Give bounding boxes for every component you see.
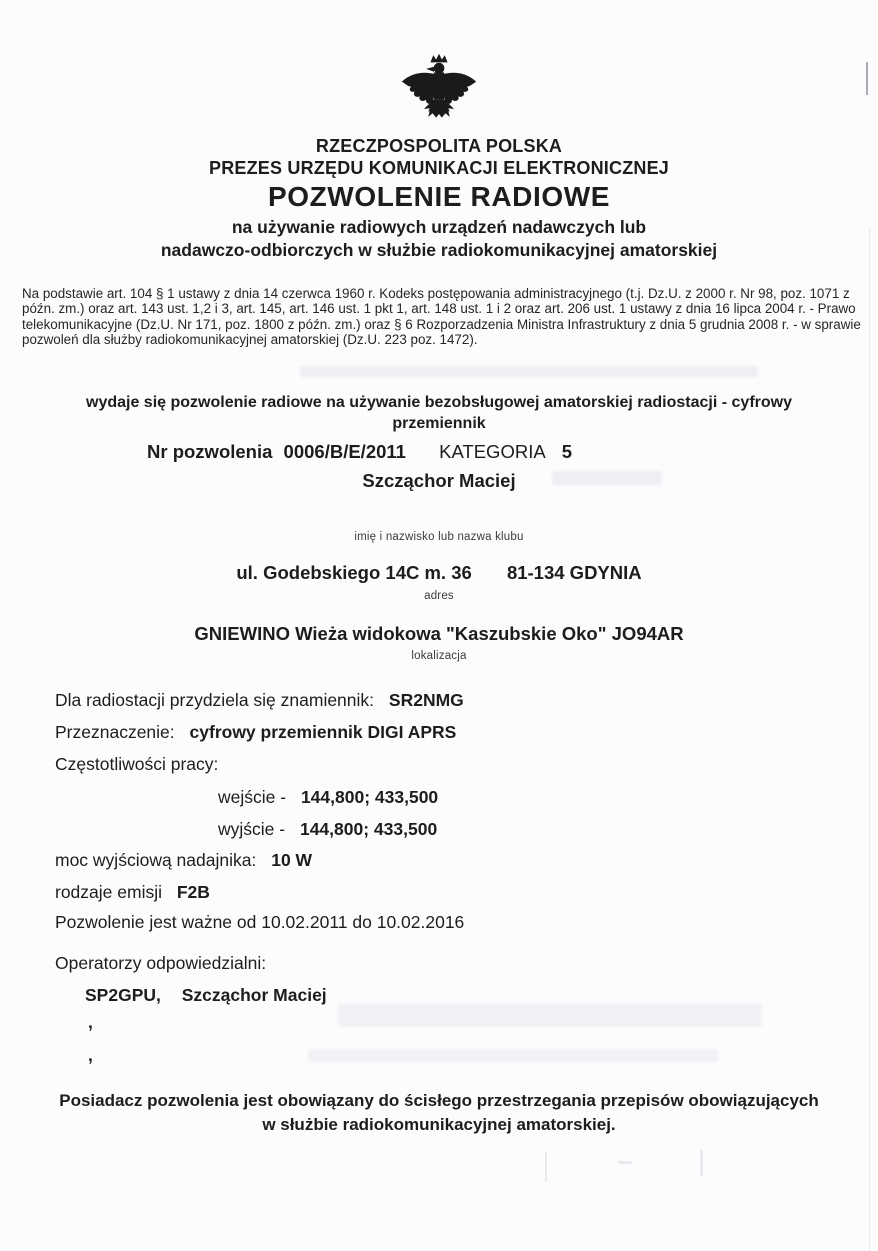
grant-statement-wrap <box>0 392 878 434</box>
purpose-label: Przeznaczenie: <box>55 722 175 742</box>
station-location-caption: lokalizacja <box>411 650 467 662</box>
header-authority: PREZES URZĘDU KOMUNIKACJI ELEKTRONICZNEJ <box>208 158 670 178</box>
callsign-label: Dla radiostacji przydziela się znamiennik: <box>55 690 375 710</box>
operator-empty-row: , <box>88 1045 93 1065</box>
footer-obligation-wrap <box>0 1089 878 1137</box>
scan-smudge <box>545 1152 547 1182</box>
frequency-output-label: wyjście - <box>218 819 286 839</box>
operators-label: Operatorzy odpowiedzialni: <box>55 953 267 973</box>
scan-smudge <box>618 1161 632 1164</box>
operator-primary-row <box>85 985 327 1006</box>
callsign-value: SR2NMG <box>388 690 464 710</box>
holder-address-city: 81-134 GDYNIA <box>506 562 642 583</box>
polish-eagle-emblem-icon <box>396 53 482 137</box>
holder-address-caption: adres <box>424 590 454 602</box>
emission-value: F2B <box>176 882 210 902</box>
scan-smudge <box>700 1150 703 1176</box>
validity-row: Pozwolenie jest ważne od 10.02.2011 do 10.02.2016 <box>55 912 465 932</box>
operator-empty-row: , <box>88 1012 93 1032</box>
purpose-value: cyfrowy przemiennik DIGI APRS <box>189 722 457 742</box>
header-country: RZECZPOSPOLITA POLSKA <box>315 136 563 156</box>
holder-name-caption: imię i nazwisko lub nazwa klubu <box>354 531 524 543</box>
station-location: GNIEWINO Wieża widokowa "Kaszubskie Oko" JO94AR <box>194 623 684 644</box>
category-label: KATEGORIA <box>439 441 545 462</box>
grant-statement: wydaje się pozwolenie radiowe na używanie bezobsługowej amatorskiej radiostacji - cyfrowy przemiennik <box>86 394 792 432</box>
purpose-row <box>55 722 456 743</box>
frequency-input-value: 144,800; 433,500 <box>300 787 439 807</box>
emission-row <box>55 882 210 903</box>
footer-obligation: Posiadacz pozwolenia jest obowiązany do ścisłego przestrzegania przepisów obowiązujących w służbie radiokomunikacyjnej amatorskiej. <box>59 1091 819 1134</box>
scan-edge-tick <box>866 62 868 95</box>
operator-primary-callsign: SP2GPU, <box>85 985 161 1005</box>
document-subtitle-line2: nadawczo-odbiorczych w służbie radiokomunikacyjnej amatorskiej <box>160 240 718 260</box>
license-number-label: Nr pozwolenia <box>147 441 273 462</box>
legal-basis-paragraph: Na podstawie art. 104 § 1 ustawy z dnia 14 czerwca 1960 r. Kodeks postępowania administracyjnego (t.j. Dz.U. z 2000 r. Nr 98, poz. 1071 z późn. zm.) oraz art. 143 ust. 1,2 i 3, art. 145, art. 146 ust. 1 pkt 1, art. 148 ust. 1 i 2 oraz art. 206 ust. 1 ustawy z dnia 16 lipca 2004 r. - Prawo telekomunikacyjne (Dz.U. Nr 171, poz. 1800 z późn. zm.) oraz § 6 Rozporzadzenia Ministra Infrastruktury z dnia 5 grudnia 2008 r. - w sprawie pozwoleń dla służby radiokomunikacyjnej amatorskiej (Dz.U. 223 poz. 1472). <box>22 286 861 347</box>
holder-address-line <box>0 562 878 584</box>
category-value: 5 <box>561 441 573 462</box>
document-subtitle-line1: na używanie radiowych urządzeń nadawczych lub <box>231 217 647 237</box>
redaction-ghost-operators <box>338 1004 762 1027</box>
license-number-value: 0006/B/E/2011 <box>283 441 406 462</box>
power-row <box>55 850 312 871</box>
document-title: POZWOLENIE RADIOWE <box>267 181 611 212</box>
redaction-ghost-name <box>552 471 662 485</box>
frequency-input-row <box>218 787 438 808</box>
emission-label: rodzaje emisji <box>55 882 162 902</box>
frequency-output-value: 144,800; 433,500 <box>299 819 438 839</box>
power-value: 10 W <box>271 850 313 870</box>
frequencies-row <box>55 754 218 775</box>
operator-primary-name: Szcząchor Maciej <box>181 985 327 1005</box>
power-label: moc wyjściową nadajnika: <box>55 850 257 870</box>
redaction-ghost-operators <box>308 1049 718 1062</box>
scan-edge-line <box>869 228 870 1251</box>
frequencies-label: Częstotliwości pracy: <box>55 754 219 774</box>
frequency-input-label: wejście - <box>218 787 287 807</box>
redaction-ghost-bar <box>300 366 758 377</box>
frequency-output-row <box>218 819 437 840</box>
holder-name: Szcząchor Maciej <box>362 470 516 491</box>
callsign-row <box>55 690 464 711</box>
holder-address-street: ul. Godebskiego 14C m. 36 <box>236 562 472 583</box>
license-number-line <box>147 441 572 463</box>
